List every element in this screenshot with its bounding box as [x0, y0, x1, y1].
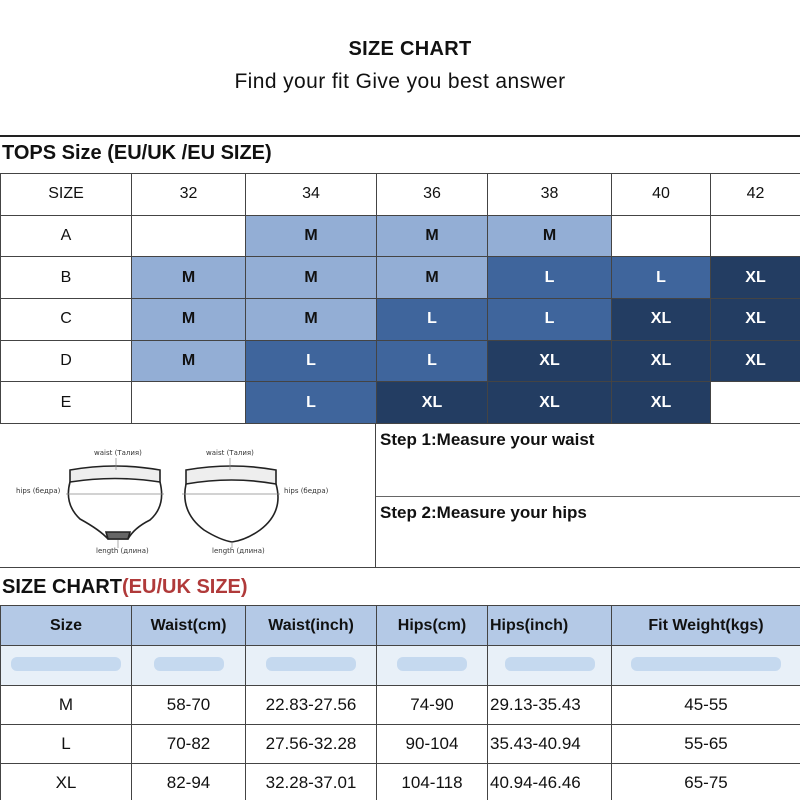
tops-cell: M [132, 299, 246, 341]
tops-cell: L [377, 340, 488, 382]
tops-cell [132, 215, 246, 257]
waist-inch-cell: 22.83-27.56 [246, 686, 377, 725]
size-cell: L [1, 725, 132, 764]
hips-label-left: hips (бедра) [16, 487, 61, 495]
size-chart-blurred-row [1, 646, 800, 686]
tops-cup-label: D [1, 340, 132, 382]
tops-cup-label: C [1, 299, 132, 341]
step-2-text: Step 2:Measure your hips [380, 503, 587, 522]
briefs-back-drawing [182, 458, 280, 548]
tops-cell: L [612, 257, 711, 299]
tops-cell: XL [377, 382, 488, 424]
hips-cm-cell: 90-104 [377, 725, 488, 764]
waist-inch-cell: 27.56-32.28 [246, 725, 377, 764]
hips-label-right: hips (бедра) [284, 487, 329, 495]
tops-cell: XL [711, 257, 800, 299]
waist-cm-cell: 82-94 [132, 764, 246, 800]
step-1-text: Step 1:Measure your waist [380, 430, 595, 449]
tops-cell: L [246, 340, 377, 382]
tops-col-header: 32 [132, 174, 246, 216]
tops-col-header: 40 [612, 174, 711, 216]
tops-cell: M [132, 340, 246, 382]
size-chart-col-header: Waist(cm) [132, 606, 246, 646]
briefs-illustration [0, 424, 376, 569]
size-cell: XL [1, 764, 132, 800]
tops-cell: M [377, 215, 488, 257]
size-chart-row [1, 725, 800, 764]
blurred-cell [377, 646, 488, 686]
weight-cell: 45-55 [612, 686, 800, 725]
blurred-cell [488, 646, 612, 686]
size-chart-col-header: Hips(inch) [488, 606, 612, 646]
tops-cell: XL [488, 382, 612, 424]
measurement-steps [375, 423, 800, 568]
step-divider [376, 496, 800, 497]
tops-row [1, 299, 800, 341]
tops-cell: XL [612, 299, 711, 341]
tops-col-header: 36 [377, 174, 488, 216]
weight-cell: 65-75 [612, 764, 800, 800]
tops-cell [711, 382, 800, 424]
size-chart-col-header: Fit Weight(kgs) [612, 606, 800, 646]
tops-cell: L [377, 299, 488, 341]
size-chart-row [1, 686, 800, 725]
length-label-right: length (длина) [212, 547, 265, 555]
tops-cell: XL [711, 340, 800, 382]
tops-cell [132, 382, 246, 424]
tops-row [1, 215, 800, 257]
tops-header-row [1, 174, 800, 216]
tops-heading: TOPS Size (EU/UK /EU SIZE) [2, 142, 272, 164]
size-chart-heading-main: SIZE CHART [2, 576, 122, 598]
tops-cell: M [377, 257, 488, 299]
tops-cell: M [246, 257, 377, 299]
hips-cm-cell: 74-90 [377, 686, 488, 725]
tops-size-table [0, 173, 800, 424]
section-divider [0, 567, 800, 568]
tops-cell: XL [612, 340, 711, 382]
tops-cell [612, 215, 711, 257]
tops-cup-label: A [1, 215, 132, 257]
tops-col-header: 34 [246, 174, 377, 216]
blur-smudge [505, 657, 595, 671]
tops-cup-label: E [1, 382, 132, 424]
size-chart-col-header: Waist(inch) [246, 606, 377, 646]
tops-cell: M [488, 215, 612, 257]
tops-cell: M [246, 299, 377, 341]
measurement-diagram [0, 423, 376, 568]
tops-cell: L [488, 257, 612, 299]
blurred-cell [132, 646, 246, 686]
tops-cell [711, 215, 800, 257]
waist-cm-cell: 70-82 [132, 725, 246, 764]
waist-inch-cell: 32.28-37.01 [246, 764, 377, 800]
hips-cm-cell: 104-118 [377, 764, 488, 800]
blur-smudge [266, 657, 356, 671]
hips-inch-cell: 40.94-46.46 [488, 764, 612, 800]
size-chart-col-header: Size [1, 606, 132, 646]
tops-col-header: 38 [488, 174, 612, 216]
briefs-front-drawing [66, 458, 164, 548]
tops-cup-label: B [1, 257, 132, 299]
tops-cell: XL [488, 340, 612, 382]
waist-label-right: waist (Талия) [206, 449, 254, 457]
blur-smudge [631, 657, 781, 671]
tops-col-header: 42 [711, 174, 800, 216]
blur-smudge [154, 657, 224, 671]
size-chart-heading-accent: (EU/UK SIZE) [122, 576, 248, 598]
tops-corner-label: SIZE [1, 174, 132, 216]
size-chart-row [1, 764, 800, 800]
header-subtitle: Find your fit Give you best answer [234, 70, 566, 93]
size-chart-col-header: Hips(cm) [377, 606, 488, 646]
hips-inch-cell: 29.13-35.43 [488, 686, 612, 725]
tops-row [1, 257, 800, 299]
header-title: SIZE CHART [348, 38, 472, 60]
blurred-cell [246, 646, 377, 686]
tops-row [1, 382, 800, 424]
tops-cell: L [488, 299, 612, 341]
size-chart-header-row [1, 606, 800, 646]
tops-cell: L [246, 382, 377, 424]
size-chart-heading [2, 576, 248, 599]
waist-cm-cell: 58-70 [132, 686, 246, 725]
tops-cell: XL [711, 299, 800, 341]
blur-smudge [11, 657, 121, 671]
blur-smudge [397, 657, 467, 671]
tops-row [1, 340, 800, 382]
hips-inch-cell: 35.43-40.94 [488, 725, 612, 764]
tops-cell: M [132, 257, 246, 299]
tops-cell: XL [612, 382, 711, 424]
header-rule [0, 135, 800, 137]
weight-cell: 55-65 [612, 725, 800, 764]
blurred-cell [1, 646, 132, 686]
waist-label-left: waist (Талия) [94, 449, 142, 457]
size-cell: M [1, 686, 132, 725]
blurred-cell [612, 646, 800, 686]
size-chart-table [0, 605, 800, 800]
tops-cell: M [246, 215, 377, 257]
length-label-left: length (длина) [96, 547, 149, 555]
